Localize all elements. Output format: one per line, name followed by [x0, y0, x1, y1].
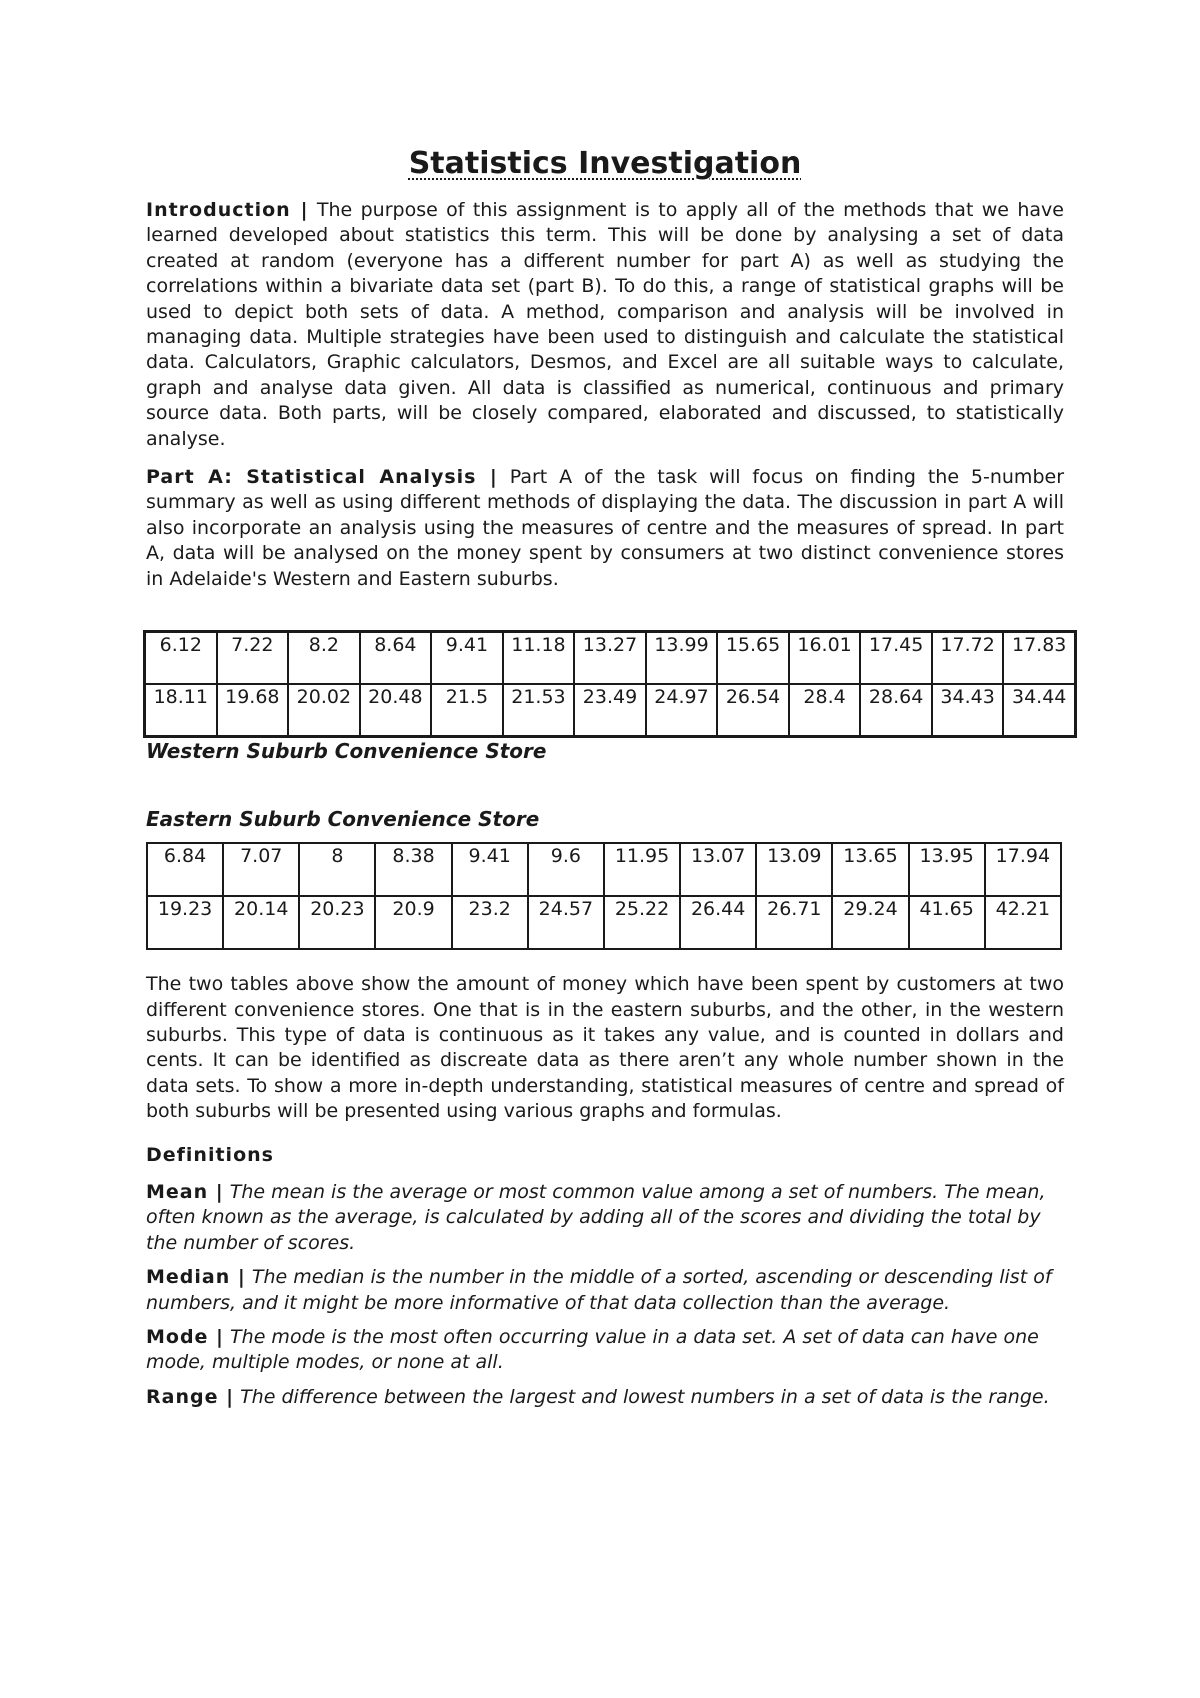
table-row — [147, 843, 1061, 896]
eastern-table-caption: Eastern Suburb Convenience Store — [146, 807, 540, 832]
table-cell: 20.14 — [223, 896, 299, 949]
definition-term: Mode | — [146, 1325, 225, 1348]
page-title: Statistics Investigation — [408, 146, 802, 181]
definition-text: The mean is the average or most common value among a set of numbers. The mean, often known as the average, is calculated by adding all of the scores and dividing the total by the number of scores. — [146, 1180, 1046, 1254]
table-cell: 20.9 — [375, 896, 451, 949]
analysis-paragraph: The two tables above show the amount of money which have been spent by customers at two different convenience stores. One that is in the eastern suburbs, and the other, in the western suburbs. This type of data is continuous as it takes any value, and is counted in dollars and cents. It can be identified as discreate data as there aren’t any whole number shown in the data sets. To show a more in-depth understanding, statistical measures of centre and spread of both suburbs will be presented using various graphs and formulas. — [146, 973, 1064, 1123]
table-cell: 21.5 — [431, 684, 503, 737]
table-cell: 23.49 — [574, 684, 646, 737]
definition-range — [146, 1385, 1064, 1410]
table-cell: 17.45 — [860, 632, 932, 685]
western-table-caption: Western Suburb Convenience Store — [146, 739, 547, 764]
eastern-suburb-table — [146, 842, 1062, 950]
table-cell: 26.71 — [756, 896, 832, 949]
table-cell: 17.72 — [932, 632, 1004, 685]
table-cell: 13.95 — [909, 843, 985, 896]
table-cell: 15.65 — [717, 632, 789, 685]
introduction-text: The purpose of this assignment is to apply all of the methods that we have learned developed about statistics this term. This will be done by analysing a set of data created at random (everyone has a different number for part A) as well as studying the correlations within a bivariate data set (part B). To do this, a range of statistical graphs will be used to depict both sets of data. A method, comparison and analysis will be involved in managing data. Multiple strategies have been used to distinguish and calculate the statistical data. Calculators, Graphic calculators, Desmos, and Excel are all suitable ways to calculate, graph and analyse data given. All data is classified as numerical, continuous and primary source data. Both parts, will be closely compared, elaborated and discussed, to statistically analyse. — [146, 199, 1064, 450]
definition-text: The mode is the most often occurring value in a data set. A set of data can have one mode, multiple modes, or none at all. — [146, 1325, 1039, 1374]
table-cell: 41.65 — [909, 896, 985, 949]
introduction-label: Introduction | — [146, 199, 309, 221]
definition-median — [146, 1265, 1064, 1316]
introduction-paragraph — [146, 198, 1064, 452]
table-row — [145, 684, 1076, 737]
table-cell: 13.99 — [646, 632, 718, 685]
table-cell: 9.41 — [452, 843, 528, 896]
definition-term: Median | — [146, 1266, 246, 1289]
table-cell: 17.83 — [1003, 632, 1075, 685]
table-cell: 16.01 — [789, 632, 861, 685]
part-a-text: Part A of the task will focus on finding the 5-number summary as well as using different methods of displaying the data. The discussion in part A will also incorporate an analysis using the measures of centre and the measures of spread. In part A, data will be analysed on the money spent by consumers at two distinct convenience stores in Adelaide's Western and Eastern suburbs. — [146, 466, 1065, 590]
table-cell: 26.54 — [717, 684, 789, 737]
table-cell: 8 — [299, 843, 375, 896]
table-cell: 26.44 — [680, 896, 756, 949]
table-cell: 8.38 — [375, 843, 451, 896]
table-cell: 13.65 — [832, 843, 908, 896]
table-cell: 8.64 — [360, 632, 432, 685]
table-row — [147, 896, 1061, 949]
table-cell: 24.57 — [528, 896, 604, 949]
table-cell: 6.84 — [147, 843, 223, 896]
table-cell: 20.48 — [360, 684, 432, 737]
table-cell: 21.53 — [503, 684, 575, 737]
table-cell: 23.2 — [452, 896, 528, 949]
definition-text: The median is the number in the middle of a sorted, ascending or descending list of numbers, and it might be more informative of that data collection than the average. — [146, 1266, 1052, 1314]
table-cell: 20.02 — [288, 684, 360, 737]
definition-term: Mean | — [146, 1180, 224, 1203]
definition-mode — [146, 1325, 1064, 1376]
table-cell: 25.22 — [604, 896, 680, 949]
table-cell: 19.23 — [147, 896, 223, 949]
table-cell: 19.68 — [217, 684, 289, 737]
table-cell: 11.95 — [604, 843, 680, 896]
table-cell: 42.21 — [985, 896, 1061, 949]
table-cell: 28.64 — [860, 684, 932, 737]
table-cell: 9.6 — [528, 843, 604, 896]
table-cell: 11.18 — [503, 632, 575, 685]
table-cell: 20.23 — [299, 896, 375, 949]
table-cell: 9.41 — [431, 632, 503, 685]
table-cell: 34.44 — [1003, 684, 1075, 737]
table-cell: 28.4 — [789, 684, 861, 737]
table-cell: 13.07 — [680, 843, 756, 896]
definition-term: Range | — [146, 1385, 235, 1408]
table-cell: 7.07 — [223, 843, 299, 896]
table-cell: 24.97 — [646, 684, 718, 737]
table-cell: 7.22 — [217, 632, 289, 685]
table-cell: 8.2 — [288, 632, 360, 685]
western-suburb-table — [143, 630, 1077, 738]
definition-text: The difference between the largest and lowest numbers in a set of data is the range. — [234, 1385, 1050, 1408]
table-cell: 13.09 — [756, 843, 832, 896]
table-cell: 34.43 — [932, 684, 1004, 737]
table-cell: 29.24 — [832, 896, 908, 949]
table-cell: 17.94 — [985, 843, 1061, 896]
table-cell: 18.11 — [145, 684, 217, 737]
part-a-label: Part A: Statistical Analysis | — [146, 466, 498, 489]
definitions-heading: Definitions — [146, 1143, 274, 1166]
table-cell: 6.12 — [145, 632, 217, 685]
definition-mean — [146, 1180, 1064, 1256]
part-a-paragraph — [146, 465, 1064, 592]
table-row — [145, 632, 1076, 685]
table-cell: 13.27 — [574, 632, 646, 685]
